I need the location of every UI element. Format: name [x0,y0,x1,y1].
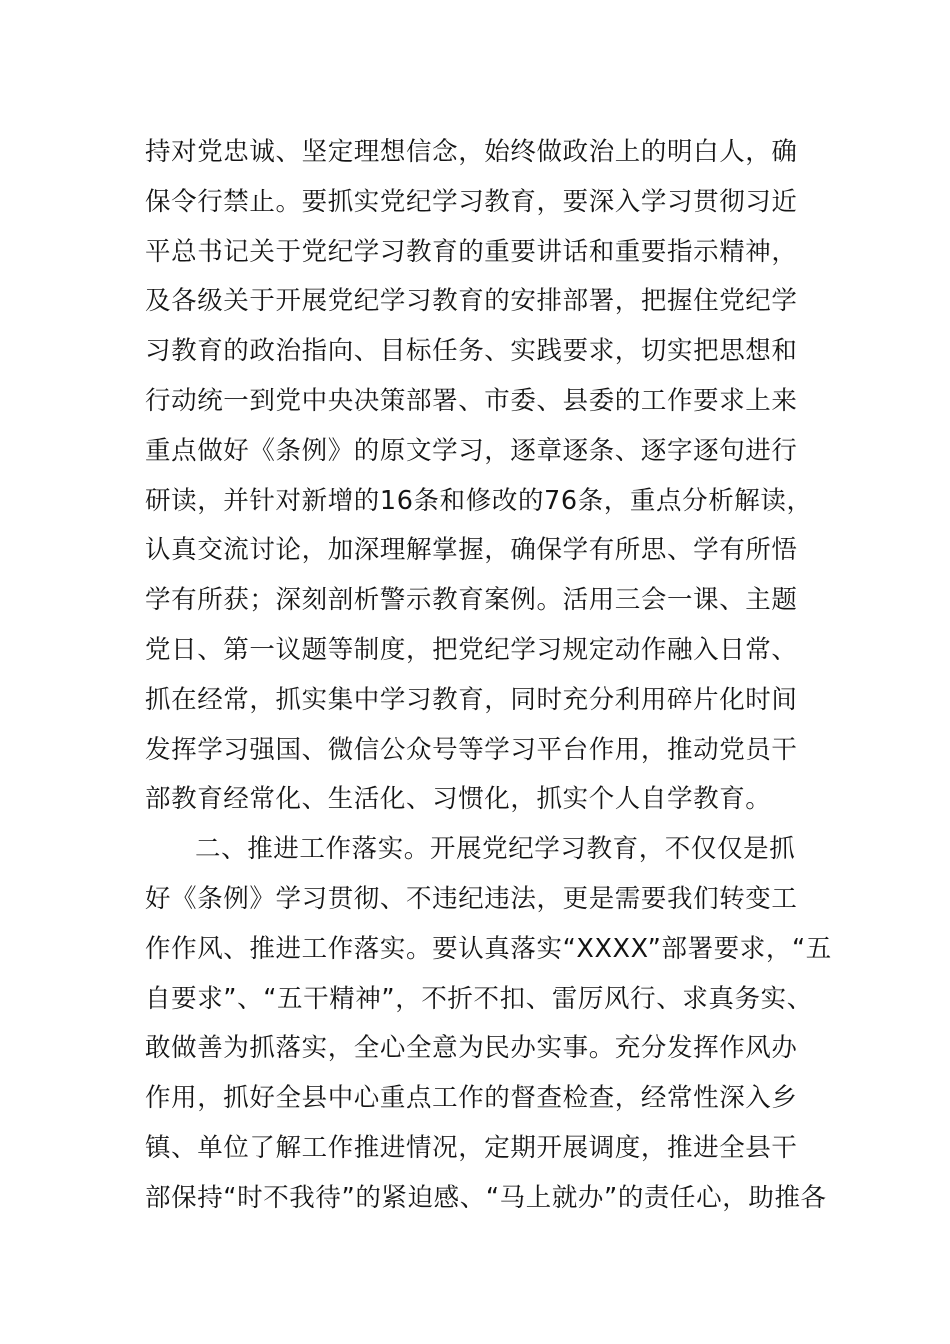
text-line: 学有所获；深刻剖析警示教育案例。活用三会一课、主题 [145,585,798,616]
text-line: 部教育经常化、生活化、习惯化，抓实个人自学教育。 [145,784,772,815]
section-heading-line: 二、推进工作落实。开展党纪学习教育，不仅仅是抓 [195,834,796,865]
text-line: 作用，抓好全县中心重点工作的督查检查，经常性深入乡 [145,1083,798,1114]
text-line: 党日、第一议题等制度，把党纪学习规定动作融入日常、 [145,634,798,665]
text-line: 认真交流讨论，加深理解掌握，确保学有所思、学有所悟 [145,535,798,566]
text-line: 习教育的政治指向、目标任务、实践要求，切实把思想和 [145,336,798,367]
text-line: 研读，并针对新增的16条和修改的76条，重点分析解读， [145,485,813,516]
text-line: 发挥学习强国、微信公众号等学习平台作用，推动党员干 [145,734,798,765]
text-line: 自要求”、“五干精神”，不折不扣、雷厉风行、求真务实、 [145,983,813,1014]
text-line: 持对党忠诚、坚定理想信念，始终做政治上的明白人，确 [145,137,798,167]
text-line: 行动统一到党中央决策部署、市委、县委的工作要求上来 [145,385,798,416]
text-line: 好《条例》学习贯彻、不违纪违法，更是需要我们转变工 [145,883,798,914]
text-line: 部保持“时不我待”的紧迫感、“马上就办”的责任心，助推各 [145,1182,827,1213]
text-line: 平总书记关于党纪学习教育的重要讲话和重要指示精神， [145,236,798,267]
text-line: 镇、单位了解工作推进情况，定期开展调度，推进全县干 [145,1132,798,1163]
text-line: 及各级关于开展党纪学习教育的安排部署，把握住党纪学 [145,286,798,317]
text-line: 敢做善为抓落实，全心全意为民办实事。充分发挥作风办 [145,1033,798,1064]
document-body [145,128,845,1224]
text-line: 保令行禁止。要抓实党纪学习教育，要深入学习贯彻习近 [145,186,798,217]
text-line: 抓在经常，抓实集中学习教育，同时充分利用碎片化时间 [145,684,798,715]
text-line: 作作风、推进工作落实。要认真落实“XXXX”部署要求，“五 [145,933,832,964]
text-line: 重点做好《条例》的原文学习，逐章逐条、逐字逐句进行 [145,435,798,466]
